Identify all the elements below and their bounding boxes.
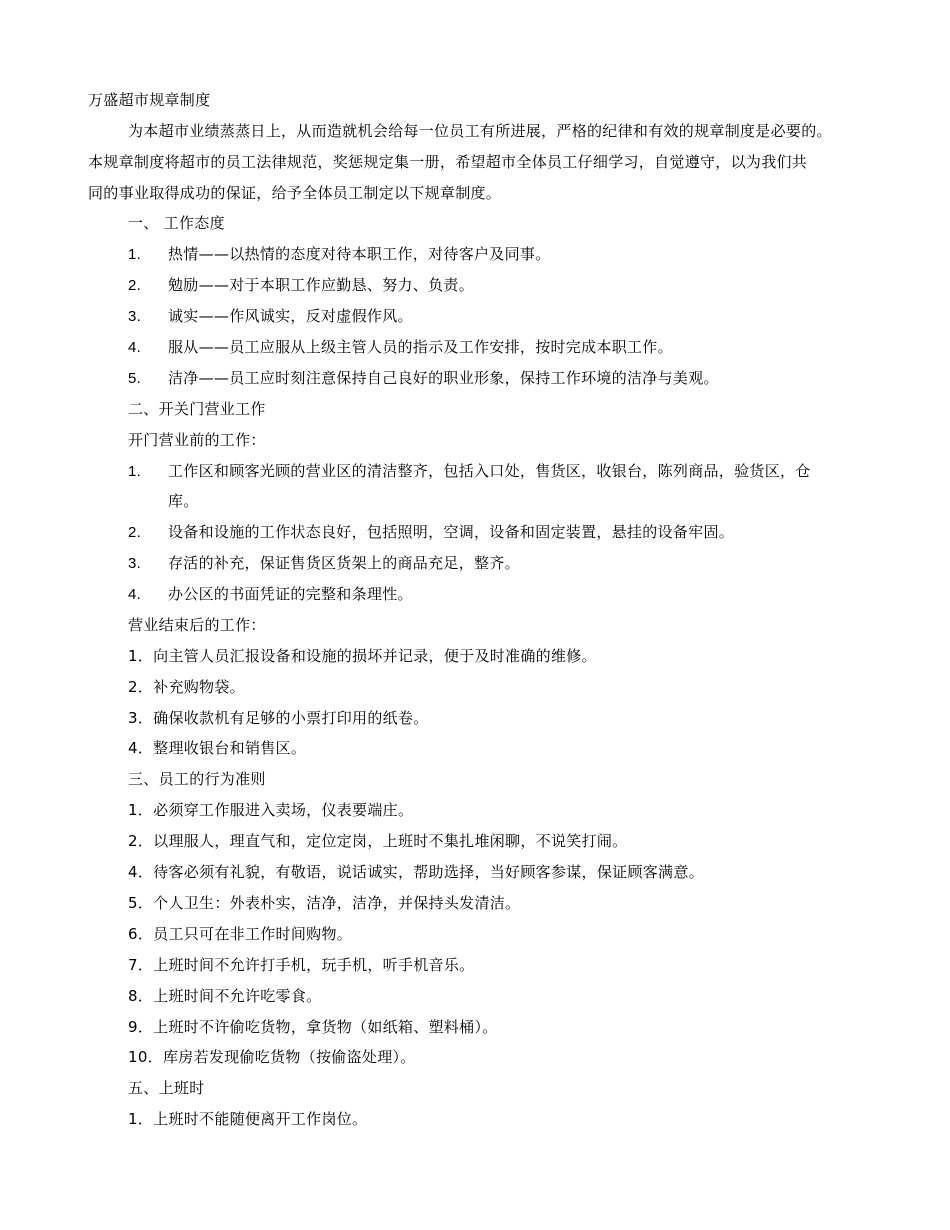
section3-item-6: 6．员工只可在非工作时间购物。 bbox=[128, 925, 353, 943]
section5-heading: 五、上班时 bbox=[128, 1079, 205, 1097]
intro-line-2: 本规章制度将超市的员工法律规范，奖惩规定集一册，希望超市全体员工仔细学习，自觉遵守，以为我们共 bbox=[88, 153, 808, 171]
item-number: 1. bbox=[128, 246, 142, 263]
section1-heading: 一、 工作态度 bbox=[128, 214, 225, 232]
item-text: 办公区的书面凭证的完整和条理性。 bbox=[168, 585, 413, 603]
section2-after-item-2: 2．补充购物袋。 bbox=[128, 678, 245, 696]
section2-before-item-2 bbox=[128, 522, 734, 543]
section1-item-1 bbox=[128, 244, 551, 265]
section3-item-4: 4．待客必须有礼貌，有敬语，说话诚实，帮助选择，当好顾客参谋，保证顾客满意。 bbox=[128, 863, 704, 881]
item-number: 2. bbox=[128, 524, 142, 541]
item-number: 3. bbox=[128, 308, 142, 325]
section3-item-9: 9．上班时不许偷吃货物，拿货物（如纸箱、塑料桶）。 bbox=[128, 1018, 498, 1036]
section2-before-item-3 bbox=[128, 553, 520, 574]
item-number: 1. bbox=[128, 463, 142, 480]
section1-item-3 bbox=[128, 306, 413, 327]
section3-item-8: 8．上班时间不允许吃零食。 bbox=[128, 987, 322, 1005]
section2-heading: 二、开关门营业工作 bbox=[128, 400, 266, 418]
item-number: 4. bbox=[128, 586, 142, 603]
section3-heading: 三、员工的行为准则 bbox=[128, 770, 266, 788]
item-text: 设备和设施的工作状态良好，包括照明，空调，设备和固定装置，悬挂的设备牢固。 bbox=[168, 523, 735, 541]
section2-sub-before: 开门营业前的工作： bbox=[128, 431, 266, 449]
section5-item-1: 1．上班时不能随便离开工作岗位。 bbox=[128, 1110, 368, 1128]
section1-item-2 bbox=[128, 275, 474, 296]
item-text: 存活的补充，保证售货区货架上的商品充足，整齐。 bbox=[168, 554, 520, 572]
section2-after-item-1: 1．向主管人员汇报设备和设施的损坏并记录，便于及时准确的维修。 bbox=[128, 647, 597, 665]
section2-before-item-1-continued: 库。 bbox=[168, 492, 199, 510]
item-number: 5. bbox=[128, 370, 142, 387]
section2-after-item-3: 3．确保收款机有足够的小票打印用的纸卷。 bbox=[128, 709, 429, 727]
section2-sub-after: 营业结束后的工作： bbox=[128, 616, 266, 634]
intro-line-1: 为本超市业绩蒸蒸日上，从而造就机会给每一位员工有所进展，严格的纪律和有效的规章制度是必要的。 bbox=[128, 122, 832, 140]
item-text: 洁净——员工应时刻注意保持自己良好的职业形象，保持工作环境的洁净与美观。 bbox=[168, 369, 719, 387]
section3-item-10: 10．库房若发现偷吃货物（按偷盗处理）。 bbox=[128, 1048, 416, 1066]
item-text: 工作区和顾客光顾的营业区的清洁整齐，包括入口处，售货区，收银台，陈列商品，验货区，仓 bbox=[168, 462, 811, 480]
section3-item-2: 2．以理服人，理直气和，定位定岗，上班时不集扎堆闲聊，不说笑打闹。 bbox=[128, 832, 628, 850]
section3-item-5: 5．个人卫生：外表朴实，洁净，洁净，并保持头发清洁。 bbox=[128, 894, 521, 912]
item-number: 2. bbox=[128, 277, 142, 294]
item-number: 3. bbox=[128, 555, 142, 572]
section3-item-7: 7．上班时间不允许打手机，玩手机，听手机音乐。 bbox=[128, 956, 475, 974]
item-text: 勉励——对于本职工作应勤恳、努力、负责。 bbox=[168, 276, 475, 294]
item-text: 服从——员工应服从上级主管人员的指示及工作安排，按时完成本职工作。 bbox=[168, 338, 673, 356]
section1-item-4 bbox=[128, 337, 673, 358]
section1-item-5 bbox=[128, 368, 719, 389]
item-number: 4. bbox=[128, 339, 142, 356]
section2-before-item-1 bbox=[128, 461, 811, 482]
document-title: 万盛超市规章制度 bbox=[88, 91, 211, 109]
section3-item-1: 1．必须穿工作服进入卖场，仪表要端庄。 bbox=[128, 801, 414, 819]
item-text: 诚实——作风诚实，反对虚假作风。 bbox=[168, 307, 413, 325]
item-text: 热情——以热情的态度对待本职工作，对待客户及同事。 bbox=[168, 245, 551, 263]
intro-line-3: 同的事业取得成功的保证，给予全体员工制定以下规章制度。 bbox=[88, 184, 502, 202]
section2-after-item-4: 4．整理收银台和销售区。 bbox=[128, 739, 307, 757]
section2-before-item-4 bbox=[128, 584, 413, 605]
